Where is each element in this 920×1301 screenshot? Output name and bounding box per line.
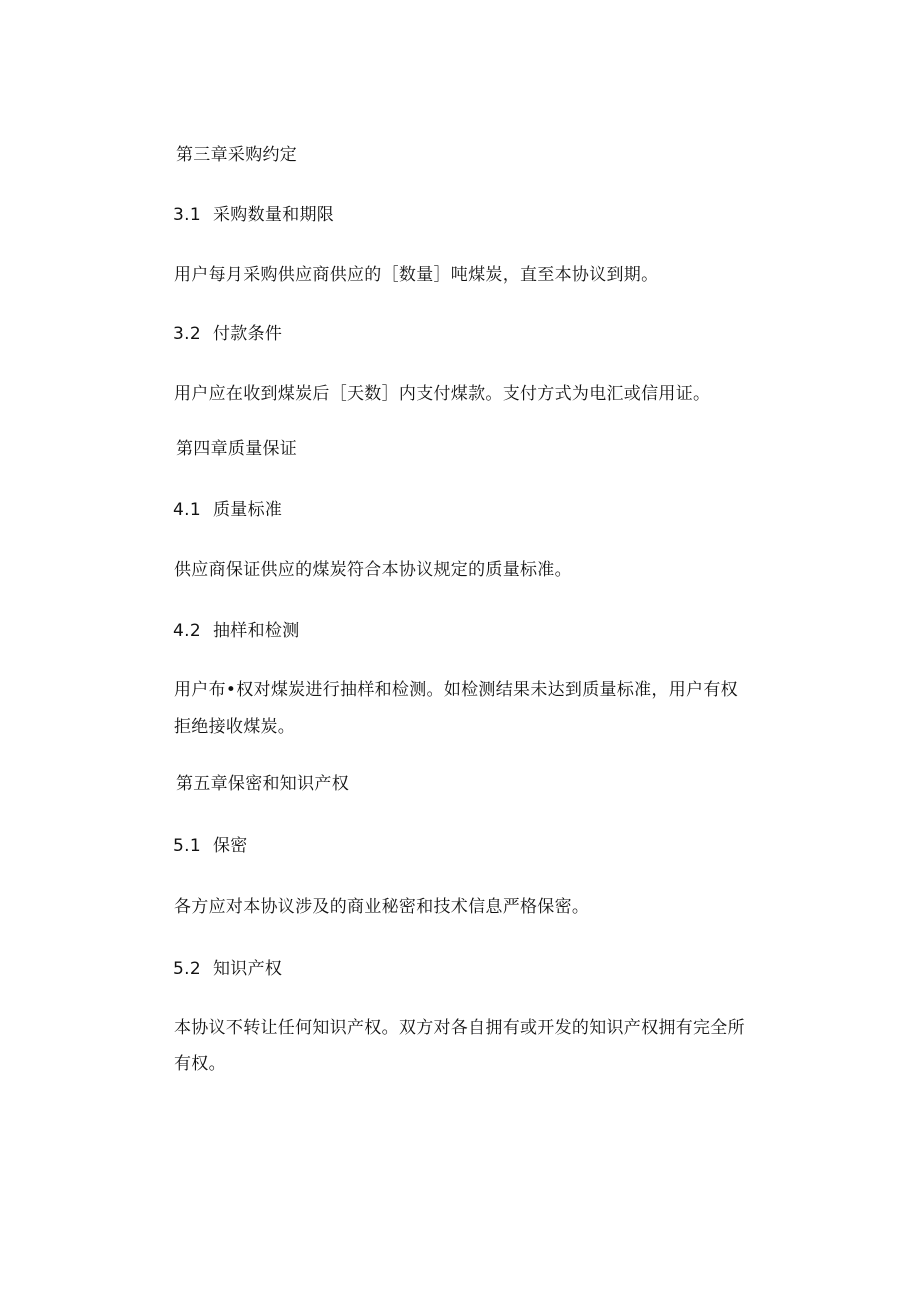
paragraph-4-2-line-2: 拒绝接收煤炭。 <box>174 717 296 737</box>
section-number: 3.1 <box>173 205 201 225</box>
section-title: 抽样和检测 <box>213 621 300 641</box>
chapter-5-heading: 第五章保密和知识产权 <box>176 774 349 794</box>
paragraph-5-2-line-2: 有权。 <box>174 1054 226 1074</box>
section-5-1-heading <box>173 835 248 857</box>
section-title: 质量标准 <box>213 500 283 520</box>
section-title: 保密 <box>213 836 248 856</box>
section-3-2-heading <box>173 323 282 345</box>
paragraph-3-1: 用户每月采购供应商供应的［数量］吨煤炭，直至本协议到期。 <box>174 265 659 285</box>
section-title: 采购数量和期限 <box>213 205 335 225</box>
paragraph-4-2-line-1: 用户布•权对煤炭进行抽样和检测。如检测结果未达到质量标准，用户有权 <box>174 680 738 700</box>
paragraph-5-2-line-1: 本协议不转让任何知识产权。双方对各自拥有或开发的知识产权拥有完全所 <box>174 1018 745 1038</box>
chapter-3-heading: 第三章采购约定 <box>176 145 298 165</box>
section-number: 4.1 <box>173 500 201 520</box>
section-3-1-heading <box>173 204 334 226</box>
paragraph-5-1: 各方应对本协议涉及的商业秘密和技术信息严格保密。 <box>174 897 590 917</box>
section-5-2-heading <box>173 958 282 980</box>
chapter-4-heading: 第四章质量保证 <box>176 439 298 459</box>
section-title: 付款条件 <box>213 324 283 344</box>
section-4-2-heading <box>173 620 300 642</box>
section-4-1-heading <box>173 499 282 521</box>
section-number: 4.2 <box>173 621 201 641</box>
paragraph-3-2: 用户应在收到煤炭后［天数］内支付煤款。支付方式为电汇或信用证。 <box>174 384 711 404</box>
section-number: 5.1 <box>173 836 201 856</box>
section-title: 知识产权 <box>213 959 283 979</box>
section-number: 5.2 <box>173 959 201 979</box>
section-number: 3.2 <box>173 324 201 344</box>
paragraph-4-1: 供应商保证供应的煤炭符合本协议规定的质量标准。 <box>174 560 572 580</box>
